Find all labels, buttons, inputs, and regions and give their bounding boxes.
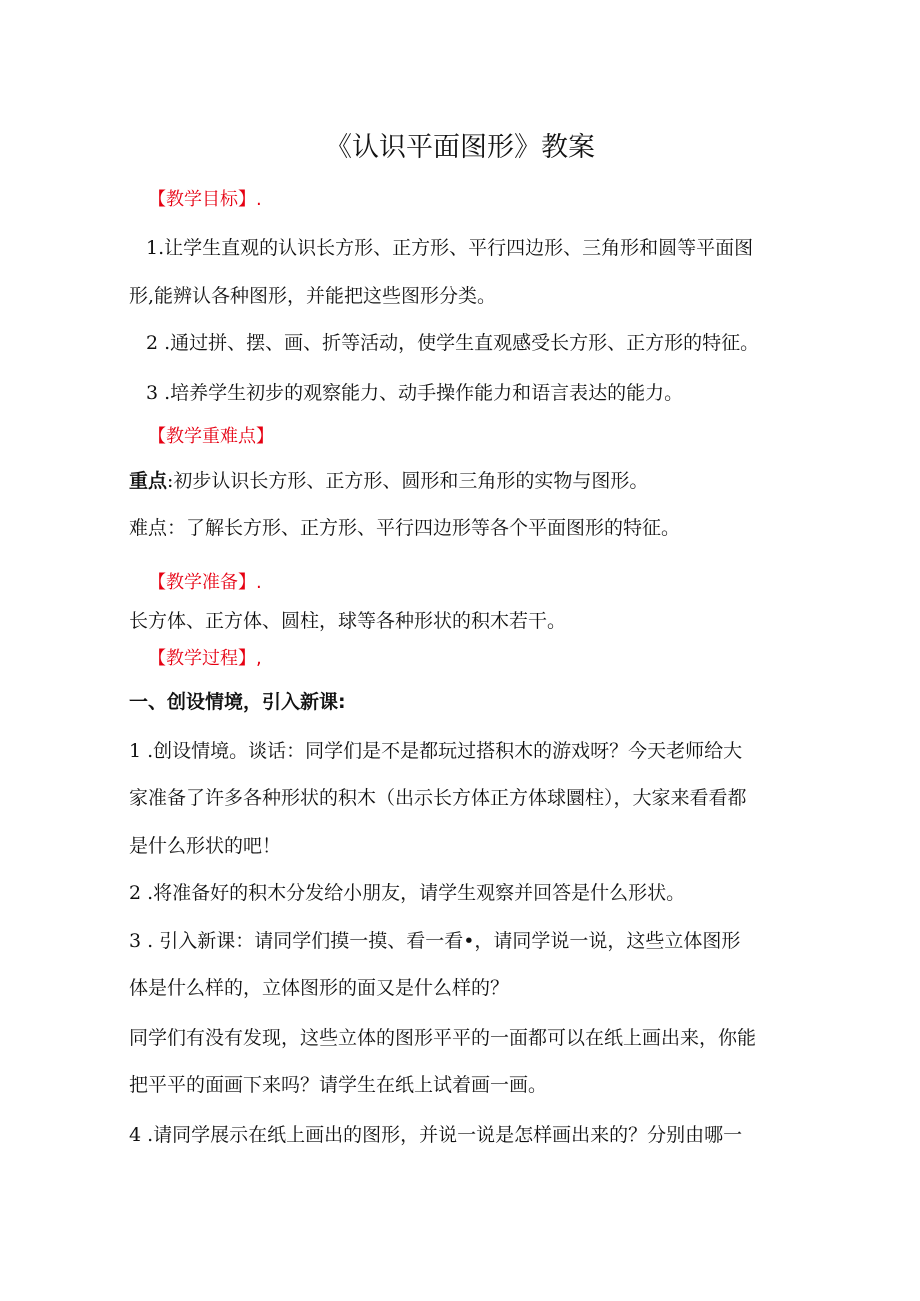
objective-3: 3 .培养学生初步的观察能力、动手操作能力和语言表达的能力。 — [146, 382, 684, 404]
preparation-text: 长方体、正方体、圆柱，球等各种形状的积木若干。 — [129, 610, 567, 632]
key-point-label: 重点 — [129, 470, 168, 492]
step-1-line-2: 家准备了许多各种形状的积木（出示长方体正方体球圜柱），大家来看看都 — [129, 787, 747, 809]
paragraph-line-1: 同学们有没有发现，这些立体的图形平平的一面都可以在纸上画出来，你能 — [129, 1027, 757, 1049]
step-1-line-3: 是什么形状的吧！ — [129, 835, 282, 857]
key-points-heading: 【教学重难点】 — [148, 426, 274, 447]
step-3-line-1: 3 . 引入新课：请同学们摸一摸、看一看•，请同学说一说，这些立体图形 — [129, 930, 741, 952]
preparation-heading: 【教学准备】. — [148, 572, 262, 593]
key-point-line — [129, 469, 648, 493]
step-2: 2 .将准备好的积木分发给小朋友，请学生观察并回答是什么形状。 — [129, 882, 686, 904]
objective-1-line-1: 1.让学生直观的认识长方形、正方形、平行四边形、三角形和圆等平面图 — [146, 237, 754, 259]
difficulty-line: 难点：了解长方形、正方形、平行四边形等各个平面图形的特征。 — [129, 517, 681, 539]
key-point-text: :初步认识长方形、正方形、圆形和三角形的实物与图形。 — [167, 470, 649, 492]
objective-1-line-2: 形,能辨认各种图形，并能把这些图形分类。 — [129, 285, 497, 307]
paragraph-line-2: 把平平的面画下来吗？请学生在纸上试着画一画。 — [129, 1074, 548, 1096]
step-one-heading: 一、创设情境，引入新课: — [129, 691, 346, 713]
document-title: 《认识平面图形》教案 — [325, 132, 595, 163]
objectives-heading: 【教学目标】. — [148, 189, 262, 210]
step-1-line-1: 1 .创设情境。谈话：同学们是不是都玩过搭积木的游戏呀？今天老师给大 — [129, 740, 743, 762]
step-4: 4 .请同学展示在纸上画出的图形，并说一说是怎样画出来的？分别由哪一 — [129, 1124, 743, 1146]
process-heading: 【教学过程】, — [148, 648, 262, 669]
objective-2: 2 .通过拼、摆、画、折等活动，使学生直观感受长方形、正方形的特征。 — [146, 332, 760, 354]
step-3-line-2: 体是什么样的，立体图形的面又是什么样的？ — [129, 977, 510, 999]
